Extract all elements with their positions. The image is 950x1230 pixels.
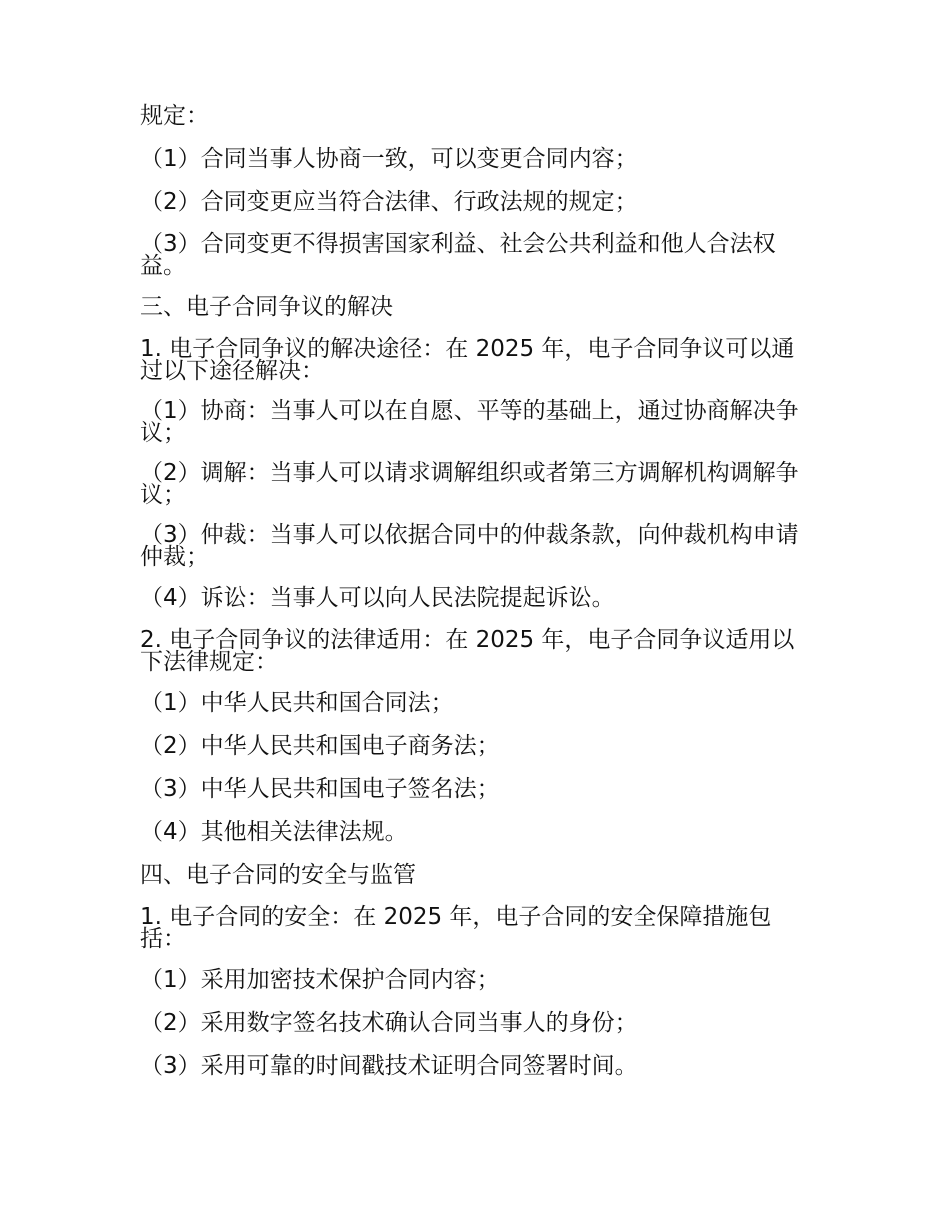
paragraph-rules-intro: 规定： xyxy=(140,103,209,129)
document-body xyxy=(140,104,812,1097)
paragraph-security-measures: 1. 电子合同的安全：在 2025 年，电子合同的安全保障措施包括： xyxy=(140,904,772,952)
paragraph-law-item-3: （3）中华人民共和国电子签名法； xyxy=(140,776,500,802)
paragraph-law-item-4: （4）其他相关法律法规。 xyxy=(140,819,408,845)
paragraph-change-item-2: （2）合同变更应当符合法律、行政法规的规定； xyxy=(140,189,638,215)
paragraph-change-item-3: （3）合同变更不得损害国家利益、社会公共利益和他人合法权益。 xyxy=(140,231,776,279)
paragraph-dispute-item-2: （2）调解：当事人可以请求调解组织或者第三方调解机构调解争议； xyxy=(140,460,799,508)
paragraph-change-item-1: （1）合同当事人协商一致，可以变更合同内容； xyxy=(140,146,638,172)
paragraph-security-item-2: （2）采用数字签名技术确认合同当事人的身份； xyxy=(140,1010,638,1036)
paragraph-dispute-item-3: （3）仲裁：当事人可以依据合同中的仲裁条款，向仲裁机构申请仲裁； xyxy=(140,522,799,570)
paragraph-dispute-paths: 1. 电子合同争议的解决途径：在 2025 年，电子合同争议可以通过以下途径解决： xyxy=(140,336,795,384)
section-heading-dispute: 三、电子合同争议的解决 xyxy=(140,294,393,320)
paragraph-law-item-2: （2）中华人民共和国电子商务法； xyxy=(140,733,500,759)
paragraph-law-application: 2. 电子合同争议的法律适用：在 2025 年，电子合同争议适用以下法律规定： xyxy=(140,627,795,675)
paragraph-dispute-item-4: （4）诉讼：当事人可以向人民法院提起诉讼。 xyxy=(140,585,615,611)
paragraph-security-item-1: （1）采用加密技术保护合同内容； xyxy=(140,967,500,993)
paragraph-dispute-item-1: （1）协商：当事人可以在自愿、平等的基础上，通过协商解决争议； xyxy=(140,398,799,446)
paragraph-law-item-1: （1）中华人民共和国合同法； xyxy=(140,690,454,716)
section-heading-security: 四、电子合同的安全与监管 xyxy=(140,862,416,888)
paragraph-security-item-3: （3）采用可靠的时间戳技术证明合同签署时间。 xyxy=(140,1053,638,1079)
